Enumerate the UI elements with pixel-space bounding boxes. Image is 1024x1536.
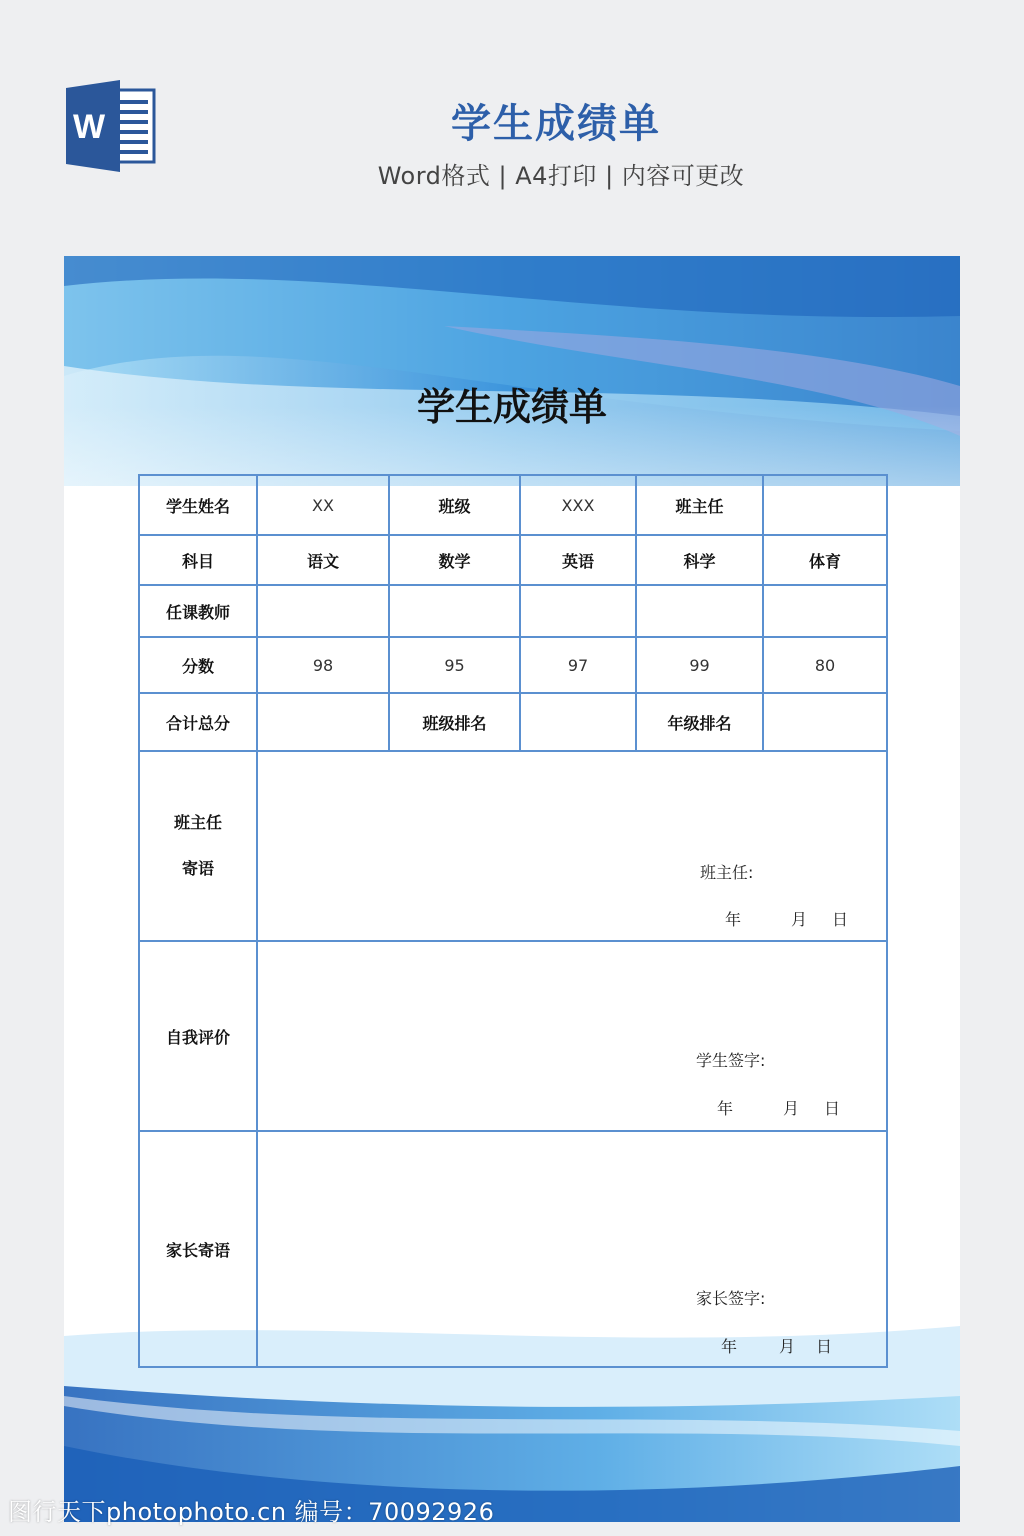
year-label: 年 xyxy=(724,910,741,929)
teacher-cell[interactable] xyxy=(389,585,520,637)
subject-english: 英语 xyxy=(520,535,636,585)
grade-rank-value[interactable] xyxy=(763,693,887,751)
score-chinese[interactable]: 98 xyxy=(257,637,389,693)
score-pe[interactable]: 80 xyxy=(763,637,887,693)
subject-chinese: 语文 xyxy=(257,535,389,585)
total-score-label: 合计总分 xyxy=(139,693,257,751)
year-label: 年 xyxy=(716,1099,733,1118)
teacher-cell[interactable] xyxy=(520,585,636,637)
month-label: 月 xyxy=(790,910,807,929)
subject-row xyxy=(139,535,887,585)
teacher-comment-label-line2: 寄语 xyxy=(181,859,214,878)
class-value[interactable]: XXX xyxy=(520,475,636,535)
score-row xyxy=(139,637,887,693)
svg-text:W: W xyxy=(72,108,106,146)
teacher-cell[interactable] xyxy=(636,585,763,637)
watermark: 图行天下photophoto.cn 编号：70092926 xyxy=(8,1498,495,1526)
parent-sign-label: 家长签字: xyxy=(696,1289,766,1308)
info-row xyxy=(139,475,887,535)
subject-teacher-label: 任课教师 xyxy=(139,585,257,637)
subject-label: 科目 xyxy=(139,535,257,585)
day-label: 日 xyxy=(824,1099,841,1118)
score-label: 分数 xyxy=(139,637,257,693)
student-sign-label: 学生签字: xyxy=(696,1051,766,1070)
month-label: 月 xyxy=(782,1099,799,1118)
day-label: 日 xyxy=(832,910,849,929)
total-row xyxy=(139,693,887,751)
document-title: 学生成绩单 xyxy=(416,385,607,429)
parent-comment-label: 家长寄语 xyxy=(139,1131,257,1367)
parent-date-row xyxy=(700,1334,832,1357)
student-date-row xyxy=(692,1096,840,1119)
teacher-comment-area[interactable] xyxy=(257,751,887,941)
page-title: 学生成绩单 xyxy=(451,101,661,147)
head-teacher-value[interactable] xyxy=(763,475,887,535)
score-english[interactable]: 97 xyxy=(520,637,636,693)
grade-rank-label: 年级排名 xyxy=(636,693,763,751)
teacher-comment-label-line1: 班主任 xyxy=(173,813,222,832)
self-eval-area[interactable] xyxy=(257,941,887,1131)
teacher-comment-label xyxy=(139,751,257,941)
year-label: 年 xyxy=(720,1337,737,1356)
teacher-sign-label: 班主任: xyxy=(700,863,754,882)
parent-comment-row xyxy=(139,1131,887,1367)
teacher-comment-row xyxy=(139,751,887,941)
teacher-row xyxy=(139,585,887,637)
page-subtitle: Word格式 | A4打印 | 内容可更改 xyxy=(377,162,745,190)
total-score-value[interactable] xyxy=(257,693,389,751)
subject-pe: 体育 xyxy=(763,535,887,585)
grade-table xyxy=(138,474,888,1368)
parent-comment-area[interactable] xyxy=(257,1131,887,1367)
score-math[interactable]: 95 xyxy=(389,637,520,693)
student-name-label: 学生姓名 xyxy=(139,475,257,535)
subject-science: 科学 xyxy=(636,535,763,585)
score-science[interactable]: 99 xyxy=(636,637,763,693)
self-eval-row xyxy=(139,941,887,1131)
teacher-cell[interactable] xyxy=(763,585,887,637)
month-label: 月 xyxy=(778,1337,795,1356)
document-sheet xyxy=(64,256,960,1522)
subject-math: 数学 xyxy=(389,535,520,585)
student-name-value[interactable]: XX xyxy=(257,475,389,535)
class-rank-value[interactable] xyxy=(520,693,636,751)
day-label: 日 xyxy=(816,1337,833,1356)
teacher-cell[interactable] xyxy=(257,585,389,637)
class-rank-label: 班级排名 xyxy=(389,693,520,751)
self-eval-label: 自我评价 xyxy=(139,941,257,1131)
head-teacher-label: 班主任 xyxy=(636,475,763,535)
class-label: 班级 xyxy=(389,475,520,535)
teacher-date-row xyxy=(700,907,848,930)
